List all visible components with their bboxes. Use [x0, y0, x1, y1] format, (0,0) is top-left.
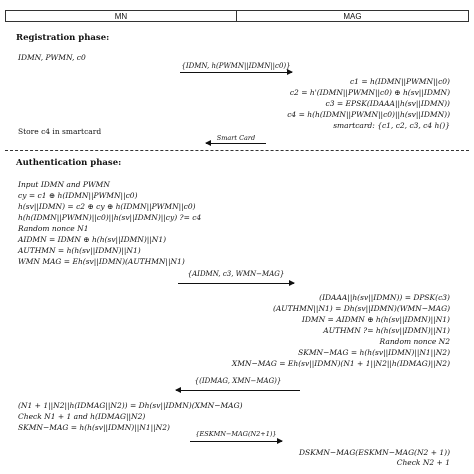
auth-mn-line: Input IDMN and PWMN	[18, 180, 110, 189]
auth-message-1: {AIDMN, c3, WMN−MAG}	[187, 270, 285, 278]
auth-mn-line: AUTHMN = h(h(sv||IDMN)||N1)	[18, 246, 141, 255]
auth-mag-line: IDMN = AIDMN ⊕ h(h(sv||IDMN)||N1)	[301, 315, 450, 324]
auth-arrow-2	[176, 390, 300, 391]
auth-mn-line: cy = c1 ⊕ h(IDMN||PWMN||c0)	[18, 191, 138, 200]
reg-arrow-1	[180, 72, 292, 73]
auth-mn-line: Random nonce N1	[18, 224, 89, 233]
auth-mn-line2: SKMN−MAG = h(h(sv||IDMN)||N1||N2)	[18, 423, 170, 432]
reg-message-1: {IDMN, h(PWMN||IDMN||c0)}	[181, 62, 291, 70]
phase-divider	[5, 150, 469, 151]
auth-message-2: {(IDMAG, XMN−MAG)}	[194, 377, 282, 385]
auth-mn-line2: Check N1 + 1 and h(IDMAG||N2)	[18, 412, 146, 421]
reg-message-2: Smart Card	[216, 134, 256, 142]
auth-arrow-3	[190, 441, 282, 442]
auth-mag-line: (AUTHMN||N1) = Dh(sv||IDMN)(WMN−MAG)	[272, 304, 450, 313]
auth-mag-line: SKMN−MAG = h(h(sv||IDMN)||N1||N2)	[298, 348, 450, 357]
auth-mag-line: Random nonce N2	[379, 337, 450, 346]
auth-mn-line: h(sv||IDMN) = c2 ⊕ cy ⊕ h(IDMN||PWMN||c0)	[18, 202, 196, 211]
auth-mag-final: Check N2 + 1	[396, 458, 450, 467]
auth-mag-line: (IDAAA||h(sv||IDMN)) = DPSK(c3)	[319, 293, 450, 302]
reg-mag-line: c4 = h(h(IDMN||PWMN||c0)||h(sv||IDMN))	[287, 110, 450, 119]
reg-arrow-2	[206, 143, 266, 144]
auth-mn-line: h(h(IDMN||PWMN)||c0)||h(sv||IDMN)||cy) ?= c4	[18, 213, 202, 222]
reg-mn-send: IDMN, PWMN, c0	[18, 53, 86, 62]
header-mag: MAG	[237, 10, 469, 22]
auth-arrow-1	[178, 283, 294, 284]
auth-mag-line: XMN−MAG = Eh(sv||IDMN)(N1 + 1||N2||h(IDMAG)||N2)	[231, 359, 450, 368]
reg-mag-line: c3 = EPSK(IDAAA||h(sv||IDMN))	[325, 99, 450, 108]
auth-mn-line: AIDMN = IDMN ⊕ h(h(sv||IDMN)||N1)	[18, 235, 167, 244]
authentication-title: Authentication phase:	[16, 158, 122, 168]
registration-title: Registration phase:	[16, 33, 110, 43]
auth-mn-line: WMN MAG = Eh(sv||IDMN)(AUTHMN||N1)	[18, 257, 185, 266]
header-mn: MN	[5, 10, 237, 22]
auth-mag-final: DSKMN−MAG(ESKMN−MAG(N2 + 1))	[298, 448, 450, 457]
auth-message-3: {ESKMN−MAG(N2+1)}	[195, 430, 277, 438]
reg-mag-line: smartcard: {c1, c2, c3, c4 h()}	[333, 121, 450, 130]
reg-mag-line: c2 = h'(IDMN||PWMN||c0) ⊕ h(sv||IDMN)	[289, 88, 450, 97]
auth-mn-line2: (N1 + 1||N2||h(IDMAG||N2)) = Dh(sv||IDMN)(XMN−MAG)	[18, 401, 243, 410]
reg-mag-line: c1 = h(IDMN||PWMN||c0)	[349, 77, 450, 86]
auth-mag-line: AUTHMN ?= h(h(sv||IDMN)||N1)	[323, 326, 450, 335]
reg-store: Store c4 in smartcard	[18, 127, 102, 136]
